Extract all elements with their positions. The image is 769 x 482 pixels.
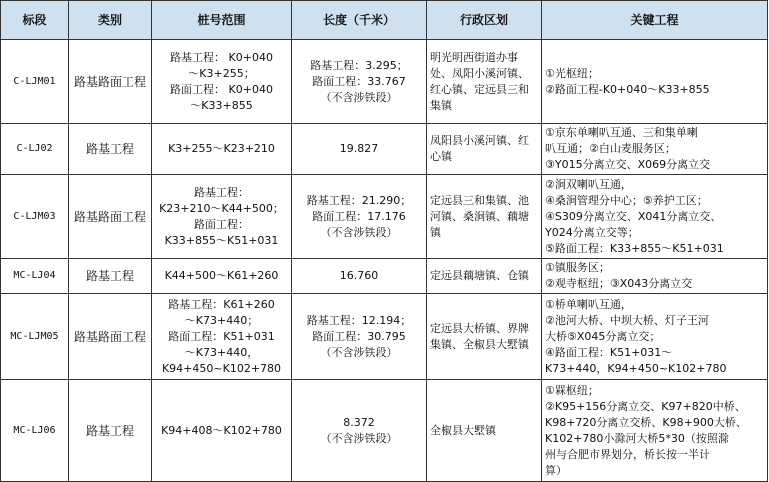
key-works-line: ①镇服务区；	[545, 261, 610, 274]
stake-range-line: 路基工程： K0+040	[170, 50, 273, 64]
header-key-works: 关键工程	[542, 1, 768, 40]
key-works-line: ②涧双喇叭互通，	[545, 177, 632, 191]
stake-range-line: K94+450~K102+780	[161, 361, 282, 375]
stake-range-line: 路面工程：K51+031	[168, 329, 275, 343]
key-works-line: K102+780小滁河大桥5*30（按照滁	[545, 431, 729, 445]
cell-category: 路基路面工程	[69, 175, 152, 259]
key-works-line: ④桑涧管理分中心；⑤养护工区；	[545, 193, 708, 207]
cell-length	[292, 40, 427, 124]
key-works-line: ④S309分离立交、X041分离立交、	[545, 209, 722, 223]
cell-stake-range	[152, 259, 292, 294]
key-works-line: ①光枢纽；	[545, 66, 599, 80]
cell-category: 路基工程	[69, 259, 152, 294]
length-line: 路基工程：12.194；	[306, 313, 412, 327]
length-line: （不含涉铁段）	[320, 345, 398, 359]
table-row	[1, 40, 768, 124]
cell-section: C-LJ02	[1, 124, 69, 175]
header-stake-range: 桩号范围	[152, 1, 292, 40]
cell-section: MC-LJ06	[1, 380, 69, 482]
key-works-line: 叭互通；②白山麦服务区；	[545, 142, 676, 155]
cell-length	[292, 259, 427, 294]
cell-section: C-LJM01	[1, 40, 69, 124]
table-header-row	[1, 1, 768, 40]
length-line: 8.372	[343, 415, 375, 429]
table-row	[1, 175, 768, 259]
cell-key-works	[542, 40, 768, 124]
table-row	[1, 124, 768, 175]
cell-admin-region: 全椒县大墅镇	[427, 380, 542, 482]
key-works-line: ②路面工程-K0+040～K33+855	[545, 82, 710, 96]
key-works-line: ①槑枢纽；	[545, 383, 599, 397]
stake-range-line: 路基工程：	[194, 185, 249, 199]
stake-range-line: K3+255～K23+210	[168, 142, 275, 155]
stake-range-line: 路基工程：K61+260	[168, 297, 275, 311]
key-works-line: 算）	[545, 463, 567, 477]
cell-section: C-LJM03	[1, 175, 69, 259]
key-works-line: 州与合肥市界划分，桥长按一半计	[545, 447, 710, 461]
cell-stake-range	[152, 175, 292, 259]
key-works-line: ②K95+156分离立交、K97+820中桥、	[545, 399, 746, 413]
cell-admin-region: 明光明西街道办事处、凤阳小溪河镇、红心镇、定远县三和集镇	[427, 40, 542, 124]
length-line: 路面工程：17.176	[312, 209, 406, 223]
header-length-text: 长度（千米）	[322, 13, 395, 27]
cell-stake-range	[152, 40, 292, 124]
cell-section: MC-LJ04	[1, 259, 69, 294]
length-line: （不含涉铁段）	[320, 225, 398, 239]
stake-range-line: 路面工程：	[194, 217, 249, 231]
cell-category: 路基工程	[69, 380, 152, 482]
stake-range-line: ～K73+440；	[184, 313, 259, 327]
cell-admin-region: 定远县三和集镇、池河镇、桑涧镇、藕塘镇	[427, 175, 542, 259]
cell-length	[292, 294, 427, 380]
cell-section: MC-LJM05	[1, 294, 69, 380]
stake-range-line: K33+855～K51+031	[164, 233, 279, 247]
cell-stake-range	[152, 124, 292, 175]
length-line: （不含涉铁段）	[320, 431, 398, 445]
key-works-line: ③Y015分离立交、X069分离立交	[545, 158, 711, 171]
key-works-line: 大桥⑤X045分离立交；	[545, 329, 661, 343]
cell-key-works	[542, 294, 768, 380]
key-works-line: Y024分离立交等；	[545, 225, 639, 239]
cropped-next-line	[0, 467, 769, 475]
cell-category: 路基路面工程	[69, 40, 152, 124]
length-line: 路基工程：21.290；	[306, 193, 412, 207]
length-line: 路基工程：3.295；	[310, 58, 408, 72]
stake-range-line: ～K33+855	[190, 98, 253, 112]
length-line: 路面工程：33.767	[312, 74, 406, 88]
cell-admin-region: 定远县大桥镇、界牌集镇、全椒县大墅镇	[427, 294, 542, 380]
key-works-line: ①京东单喇叭互通、三和集单喇	[545, 126, 698, 139]
key-works-line: K98+720分离立交桥、K98+900大桥、	[545, 415, 747, 429]
stake-range-line: K44+500～K61+260	[164, 269, 279, 282]
stake-range-line: K23+210～K44+500；	[159, 201, 284, 215]
length-line: 16.760	[339, 269, 379, 282]
stake-range-line: K94+408～K102+780	[161, 423, 282, 437]
header-section: 标段	[1, 1, 69, 40]
header-length	[292, 1, 427, 40]
length-line: （不含涉铁段）	[320, 90, 398, 104]
cell-key-works	[542, 175, 768, 259]
cell-category: 路基路面工程	[69, 294, 152, 380]
length-line: 路面工程：30.795	[312, 329, 406, 343]
key-works-line: ④路面工程：K51+031～	[545, 345, 673, 359]
cell-admin-region: 凤阳县小溪河镇、红心镇	[427, 124, 542, 175]
table-row	[1, 294, 768, 380]
length-line: 19.827	[339, 142, 379, 155]
cell-key-works	[542, 124, 768, 175]
stake-range-line: 路面工程： K0+040	[170, 82, 273, 96]
stake-range-line: ～K3+255；	[188, 66, 255, 80]
key-works-line: ②观寺枢纽；③X043分离立交	[545, 277, 693, 290]
cell-length	[292, 124, 427, 175]
header-category: 类别	[69, 1, 152, 40]
cell-length	[292, 175, 427, 259]
key-works-line: ②池河大桥、中坝大桥、灯子王河	[545, 313, 709, 327]
key-works-line: ①桥单喇叭互通，	[545, 297, 632, 311]
key-works-line: ⑤路面工程：K33+855～K51+031	[545, 241, 724, 255]
stake-range-line: ～K73+440，	[184, 345, 259, 359]
table-row	[1, 259, 768, 294]
header-admin-region: 行政区划	[427, 1, 542, 40]
cell-stake-range	[152, 294, 292, 380]
key-works-line: K73+440，K94+450~K102+780	[545, 361, 727, 375]
cell-key-works	[542, 259, 768, 294]
cell-admin-region: 定远县藕塘镇、仓镇	[427, 259, 542, 294]
cell-category: 路基工程	[69, 124, 152, 175]
